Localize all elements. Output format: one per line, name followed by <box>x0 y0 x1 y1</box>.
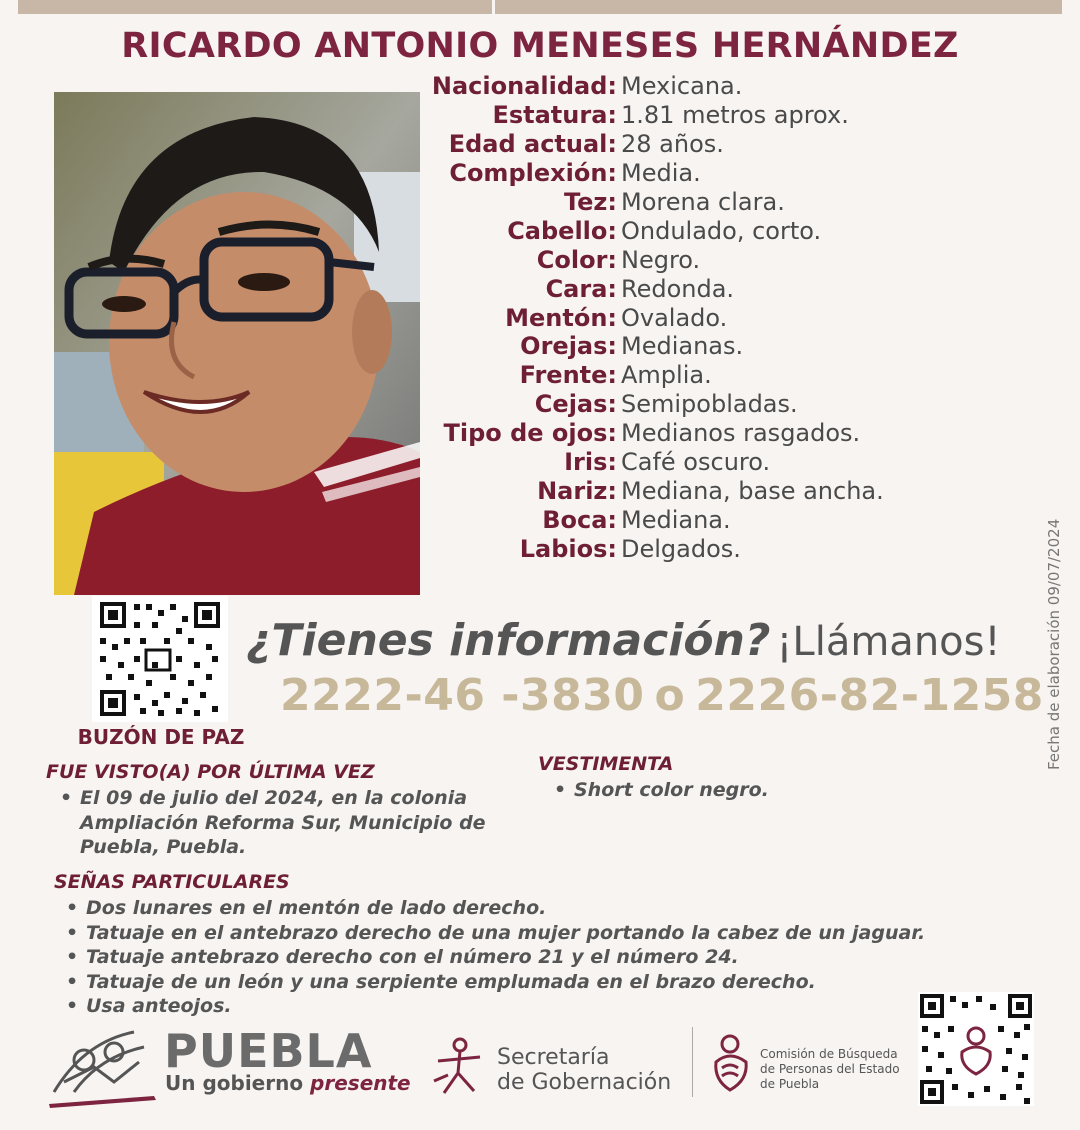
last-seen-title: FUE VISTO(A) POR ÚLTIMA VEZ <box>46 761 375 783</box>
comision-line2: de Personas del Estado <box>760 1062 900 1076</box>
detail-value: Café oscuro. <box>621 448 771 477</box>
detail-row <box>420 448 1040 477</box>
detail-row <box>420 188 1040 217</box>
top-band <box>0 0 1080 15</box>
phone-number-1[interactable]: 2222-46 -3830 <box>280 670 645 721</box>
detail-row <box>420 505 1040 534</box>
phone-numbers <box>280 670 1044 721</box>
comision-text <box>760 1047 900 1092</box>
secretaria-logo-icon <box>430 1035 488 1095</box>
detail-row <box>420 419 1040 448</box>
marks-title: SEÑAS PARTICULARES <box>54 871 290 893</box>
detail-value: Mediana. <box>621 505 731 534</box>
detail-label: Frente: <box>519 361 617 390</box>
detail-row <box>420 130 1040 159</box>
comision-line3: de Puebla <box>760 1077 820 1091</box>
detail-row <box>420 72 1040 101</box>
mark-item: • Tatuaje antebrazo derecho con el número 21 y el número 24. <box>64 945 925 970</box>
detail-label: Nariz: <box>537 476 617 505</box>
detail-row <box>420 101 1040 130</box>
top-band-right <box>495 0 1062 14</box>
comision-line1: Comisión de Búsqueda <box>760 1047 898 1061</box>
detail-row <box>420 159 1040 188</box>
detail-value: Mexicana. <box>621 72 743 101</box>
detail-value: Redonda. <box>621 274 735 303</box>
last-seen-line: Ampliación Reforma Sur, Municipio de <box>80 811 486 834</box>
detail-label: Tez: <box>563 188 617 216</box>
detail-label: Labios: <box>519 534 617 563</box>
detail-value: Ovalado. <box>621 303 728 332</box>
detail-value: Medianos rasgados. <box>621 419 861 448</box>
mark-item: • Tatuaje en el antebrazo derecho de una mujer portando la cabez de un jaguar. <box>64 921 925 946</box>
detail-row <box>420 476 1040 505</box>
detail-label: Mentón: <box>505 303 617 332</box>
detail-label: Cejas: <box>534 390 617 419</box>
detail-value: Ondulado, corto. <box>621 216 822 245</box>
detail-label: Iris: <box>564 448 617 477</box>
detail-row <box>420 216 1040 245</box>
elaboration-date: Fecha de elaboración 09/07/2024 <box>1045 518 1063 770</box>
clothing-title: VESTIMENTA <box>538 753 674 775</box>
cta-call: ¡Llámanos! <box>776 619 1001 665</box>
detail-row <box>420 332 1040 361</box>
clothing-list <box>552 778 769 803</box>
phone-number-2[interactable]: 2226-82-1258 <box>695 670 1044 721</box>
puebla-logo-icon <box>44 1022 164 1108</box>
top-band-left <box>18 0 492 14</box>
puebla-wordmark <box>164 1024 372 1078</box>
detail-value: Negro. <box>621 245 701 274</box>
detail-label: Color: <box>536 245 617 274</box>
buzon-qr-code-icon[interactable] <box>92 596 228 722</box>
phone-separator: o <box>654 670 686 721</box>
detail-value: Delgados. <box>621 534 741 563</box>
detail-label: Complexión: <box>449 159 617 188</box>
call-to-action <box>246 615 1001 666</box>
detail-value: Medianas. <box>621 332 744 361</box>
mark-item: • Dos lunares en el mentón de lado derecho. <box>64 896 925 921</box>
detail-value: Morena clara. <box>621 188 785 216</box>
person-name: RICARDO ANTONIO MENESES HERNÁNDEZ <box>121 26 959 66</box>
last-seen-list <box>58 786 486 860</box>
secretaria-text <box>497 1045 671 1095</box>
puebla-word: PUEBLA <box>164 1024 373 1078</box>
secretaria-line2: de Gobernación <box>497 1070 672 1095</box>
buzon-de-paz-label: BUZÓN DE PAZ <box>77 725 245 749</box>
puebla-tag-plain: Un gobierno <box>165 1071 311 1095</box>
detail-row <box>420 245 1040 274</box>
detail-label: Tipo de ojos: <box>443 419 617 448</box>
detail-row <box>420 390 1040 419</box>
detail-label: Orejas: <box>520 332 617 361</box>
detail-label: Boca: <box>542 505 617 534</box>
detail-value: 1.81 metros aprox. <box>621 101 849 130</box>
comision-qr-code-icon[interactable] <box>918 992 1034 1106</box>
marks-list <box>64 896 925 1019</box>
detail-value: Semipobladas. <box>621 390 798 419</box>
mark-item: • Tatuaje de un león y una serpiente emplumada en el brazo derecho. <box>64 970 925 995</box>
detail-row <box>420 274 1040 303</box>
detail-label: Nacionalidad: <box>431 72 617 101</box>
detail-label: Edad actual: <box>448 130 617 159</box>
comision-logo-icon <box>708 1032 754 1094</box>
footer-divider <box>692 1027 693 1097</box>
detail-label: Cara: <box>545 274 617 303</box>
cta-question: ¿Tienes información? <box>246 615 771 666</box>
detail-row <box>420 361 1040 390</box>
puebla-tagline <box>165 1071 411 1095</box>
last-seen-line: • El 09 de julio del 2024, en la colonia <box>80 787 468 809</box>
detail-value: Amplia. <box>621 361 712 390</box>
physical-details <box>420 72 1040 563</box>
secretaria-line1: Secretaría <box>497 1045 610 1070</box>
missing-person-photo <box>54 92 420 595</box>
detail-row <box>420 303 1040 332</box>
detail-row <box>420 534 1040 563</box>
detail-value: 28 años. <box>621 130 724 159</box>
last-seen-line: Puebla, Puebla. <box>80 836 247 858</box>
detail-label: Cabello: <box>507 216 617 245</box>
detail-value: Media. <box>621 159 701 188</box>
detail-value: Mediana, base ancha. <box>621 476 884 505</box>
mark-item: • Usa anteojos. <box>64 994 925 1019</box>
detail-label: Estatura: <box>492 101 617 130</box>
last-seen-item <box>58 786 486 860</box>
puebla-tag-em: presente <box>310 1071 411 1095</box>
clothing-item: • Short color negro. <box>552 778 769 803</box>
